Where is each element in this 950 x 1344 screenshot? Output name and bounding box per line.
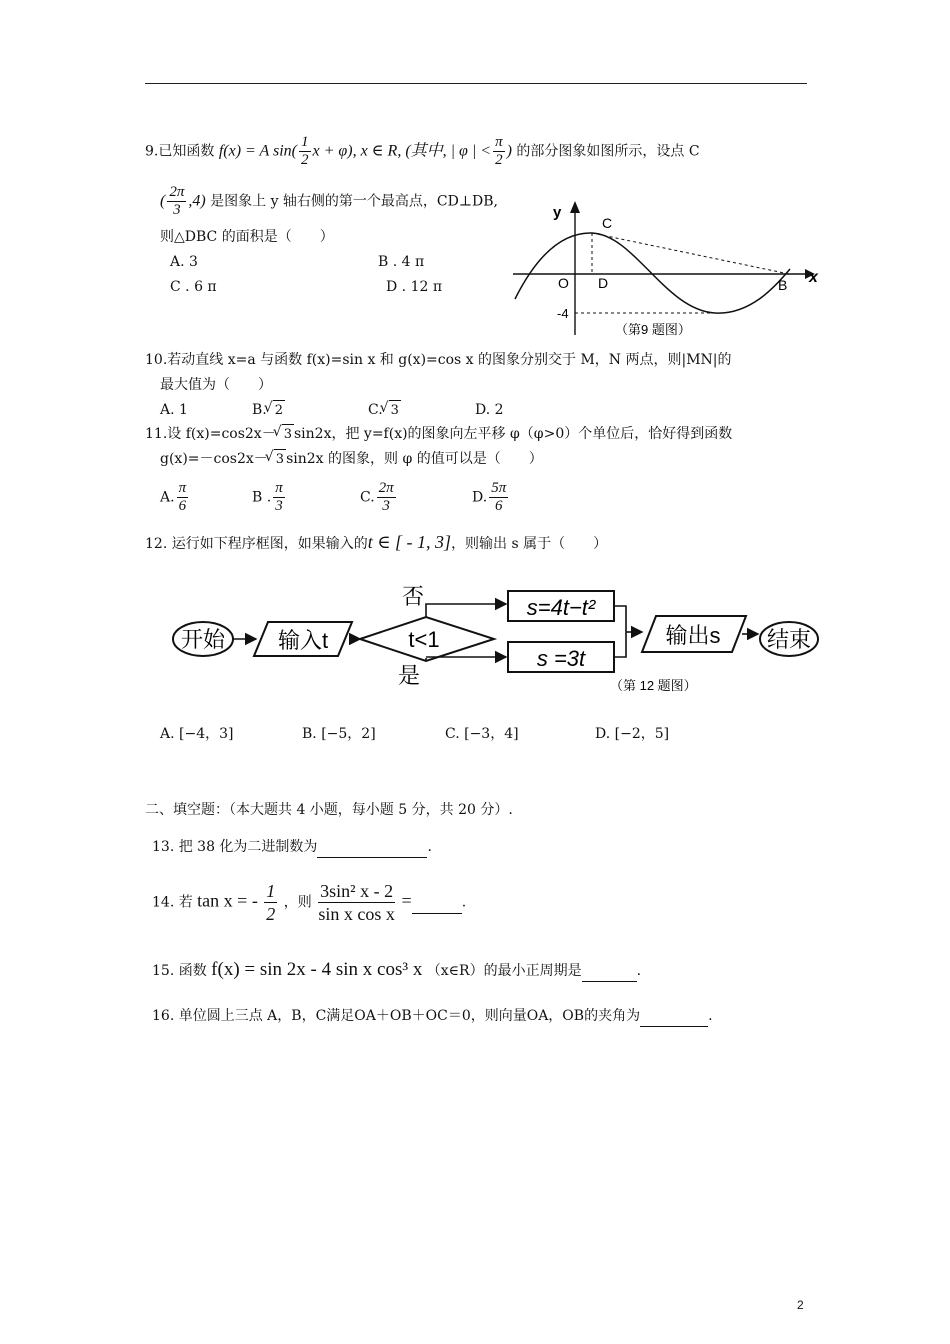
q14: 14. 若 tan x = - $\frac{1}{2}$ ，则 $\frac{\text{3sin² x - 2}}{\text{sin x cos x}}$ = . [152, 881, 467, 924]
condition-label: t<1 [408, 627, 440, 652]
x-label: x [809, 269, 818, 286]
output-label: 输出s [665, 623, 721, 648]
q11-option-a: A. $\frac{\pi}{6}$ [160, 480, 187, 514]
q10-line1: 10.若动直线 x=a 与函数 f(x)=sin x 和 g(x)=cos x 的图象分别交于 M，N 两点，则|MN|的 [145, 352, 732, 368]
cb-dashed-line [592, 233, 789, 274]
q9-option-d: D . 12 π [386, 279, 443, 295]
q9-frac-half: $\frac{1}{2}$ [301, 134, 309, 168]
q12-option-d: D. [−2，5] [595, 726, 670, 742]
branch-yes-label: 是 [397, 663, 421, 688]
q12-option-b: B. [−5，2] [302, 726, 376, 742]
sine-curve [515, 233, 790, 313]
q12-caption: （第 12 题图） [610, 678, 697, 693]
q10-option-c: C.√ 3 [368, 400, 401, 421]
q12-option-c: C. [−3，4] [445, 726, 519, 742]
point-d-label: D [598, 275, 609, 291]
q16: 16. 单位圆上三点 A，B，C满足OA＋OB＋OC＝0，则向量OA，OB的夹角为 . [152, 1006, 713, 1027]
q9-frac-c: $\frac{2\pi}{3}$ [169, 184, 185, 218]
q10-option-b: B.√ 2 [252, 400, 285, 421]
q11-line2: g(x)=－cos2x－√ 3 sin2x 的图象，则 φ 的值可以是（ ） [160, 449, 543, 470]
q9-frac-pi: $\frac{\pi}{2}$ [495, 134, 503, 168]
q10-option-d: D. 2 [475, 402, 504, 418]
point-c-label: C [602, 215, 613, 231]
q11-option-d: D. $\frac{5\pi}{6}$ [472, 480, 507, 514]
q9-option-b: B . 4 π [378, 254, 425, 270]
q11-line1: 11.设 f(x)=cos2x－√ 3 sin2x，把 y=f(x)的图象向左平移 φ（φ>0）个单位后，恰好得到函数 [145, 424, 732, 445]
box-no-label: s=4t−t² [526, 595, 596, 620]
q12-option-a: A. [−4，3] [160, 726, 234, 742]
q9-caption: （第9 题图） [615, 322, 691, 337]
origin-label: O [558, 275, 569, 291]
q15: 15. 函数 f(x) = sin 2x - 4 sin x cos³ x （x∈R）的最小正周期是 . [152, 959, 642, 980]
box-yes-label: s =3t [536, 646, 586, 671]
start-label: 开始 [180, 627, 226, 652]
q9-line1: 9.已知函数 f(x) = A sin( $\frac{1}{2}$ x + φ), x ∈ R, (其中, | φ | < $\frac{\pi}{2}$ ) 的部分图象如图所示，设点 C [145, 134, 700, 168]
point-b-label: B [778, 277, 788, 293]
q9-graph [505, 195, 825, 345]
neg4-label: -4 [557, 306, 569, 321]
input-label: 输入t [277, 628, 329, 653]
q12-line: 12. 运行如下程序框图，如果输入的t ∈ [ - 1, 3]，则输出 s 属于（ ） [145, 532, 608, 552]
branch-no-label: 否 [401, 584, 425, 609]
header-rule [145, 83, 807, 84]
q10-line2: 最大值为（ ） [160, 377, 272, 393]
end-label: 结束 [766, 627, 812, 652]
q9-line2: ( $\frac{2\pi}{3}$ ,4) 是图象上 y 轴右侧的第一个最高点，CD⊥DB, [160, 184, 498, 218]
q9-question: 则△DBC 的面积是（ ） [160, 229, 334, 245]
section-2-title: 二、填空题：（本大题共 4 小题，每小题 5 分，共 20 分）. [145, 802, 513, 818]
q9-option-c: C . 6 π [170, 279, 217, 295]
q11-option-b: B . $\frac{\pi}{3}$ [252, 480, 283, 514]
q12-flowchart [170, 580, 830, 700]
q10-option-a: A. 1 [160, 402, 188, 418]
q9-option-a: A. 3 [170, 254, 198, 270]
y-label: y [553, 204, 562, 221]
page-number: 2 [797, 1298, 804, 1312]
q13: 13. 把 38 化为二进制数为 . [152, 837, 432, 858]
q11-option-c: C. $\frac{2\pi}{3}$ [360, 480, 394, 514]
y-axis-arrow [570, 201, 580, 213]
